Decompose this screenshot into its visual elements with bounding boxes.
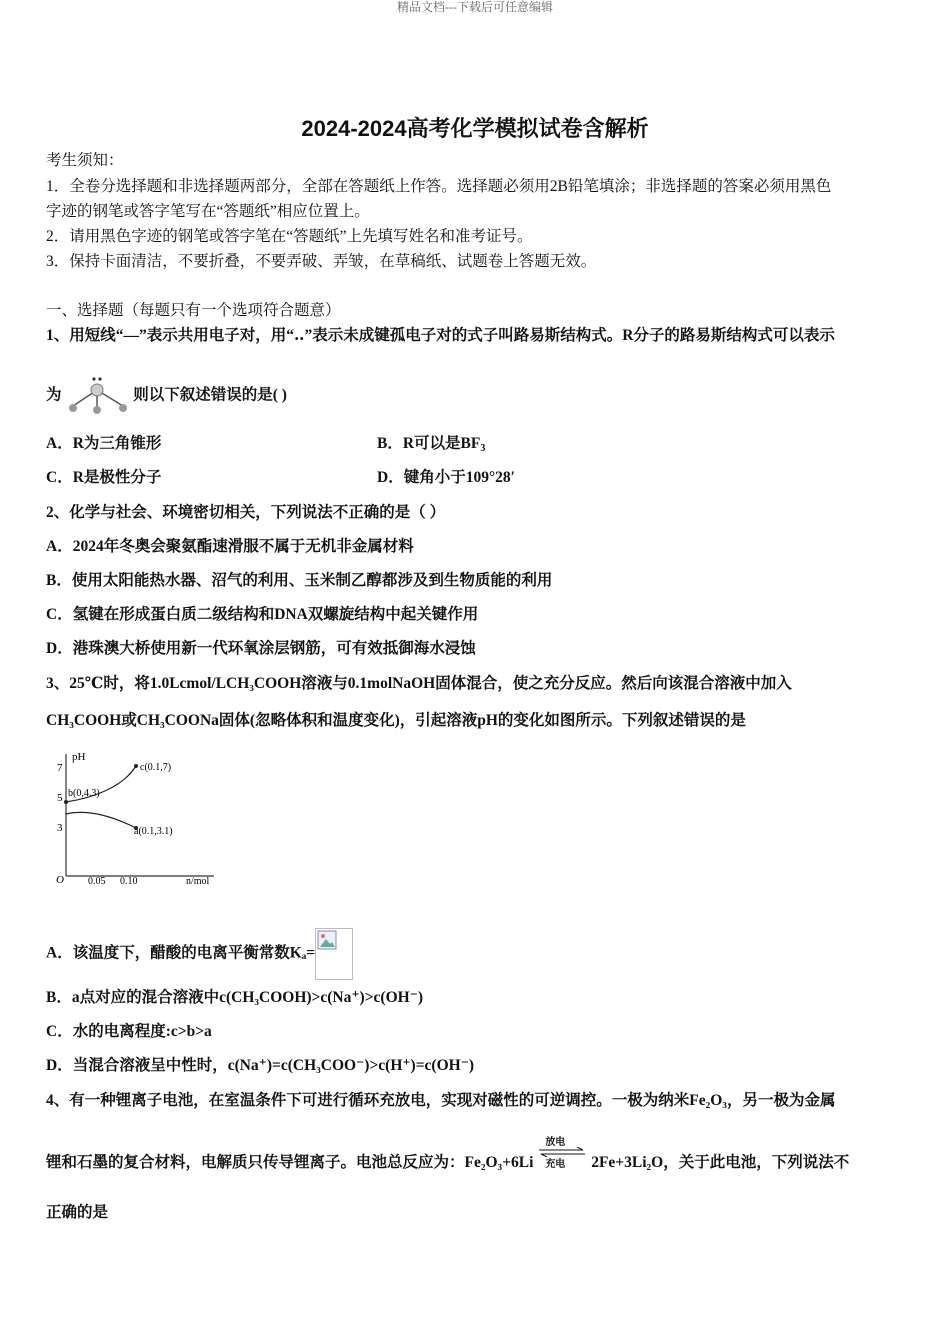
origin-label: O xyxy=(56,874,64,886)
section-heading: 一、选择题（每题只有一个选项符合题意） xyxy=(46,302,341,319)
q3-option-b: B．a点对应的混合溶液中c(CH₃COOH)>c(Na⁺)>c(OH⁻) xyxy=(46,989,424,1006)
y-axis-label: pH xyxy=(72,751,86,763)
q1-option-d: D．键角小于109°28′ xyxy=(377,469,516,486)
arrow-bottom-label: 充电 xyxy=(545,1159,566,1171)
notice-item-2: 2．请用黑色字迹的钢笔或答字笔在“答题纸”上先填写姓名和准考证号。 xyxy=(46,228,533,245)
q1-stem-prefix: 为 xyxy=(46,386,62,404)
q3-option-a xyxy=(46,928,353,980)
q1-stem: 1、用短线“—”表示共用电子对，用“‥”表示未成键孤电子对的式子叫路易斯结构式。R分子的路易斯结构式可以表示 xyxy=(46,327,835,344)
q1-stem-suffix: 则以下叙述错误的是( ) xyxy=(133,386,287,404)
q2-option-a: A．2024年冬奥会聚氨酯速滑服不属于无机非金属材料 xyxy=(46,538,414,555)
label-a: a(0.1,3.1) xyxy=(134,826,173,837)
q4-stem-line3: 正确的是 xyxy=(46,1204,109,1221)
y-tick-label: 5 xyxy=(57,792,63,804)
q1-option-b xyxy=(377,434,485,459)
q3-stem-line2: CH₃COOH或CH₃COONa固体(忽略体积和温度变化)，引起溶液pH的变化如图所示。下列叙述错误的是 xyxy=(46,712,746,729)
y-tick-label: 7 xyxy=(57,762,63,774)
q4-stem-line2-prefix: 锂和石墨的复合材料，电解质只传导锂离子。电池总反应为：Fe₂O₃+6Li xyxy=(46,1154,534,1171)
y-tick-label: 3 xyxy=(57,822,63,834)
q2-option-b: B．使用太阳能热水器、沼气的利用、玉米制乙醇都涉及到生物质能的利用 xyxy=(46,572,553,589)
ph-chart xyxy=(52,748,222,888)
q3-option-d: D．当混合溶液呈中性时，c(Na⁺)=c(CH₃COO⁻)>c(H⁺)=c(OH⁻) xyxy=(46,1057,475,1074)
point-b xyxy=(64,800,68,804)
q2-option-c: C．氢键在形成蛋白质二级结构和DNA双螺旋结构中起关键作用 xyxy=(46,606,479,623)
arrow-top-label: 放电 xyxy=(545,1137,566,1149)
point-c xyxy=(134,764,138,768)
series-a-line xyxy=(66,812,136,828)
watermark: 精品文档---下载后可任意编辑 xyxy=(397,0,553,14)
q2-stem: 2、化学与社会、环境密切相关，下列说法不正确的是（ ） xyxy=(46,504,446,521)
q4-stem-line2 xyxy=(46,1137,850,1173)
q3-stem: 3、25℃时，将1.0Lcmol/LCH₃COOH溶液与0.1molNaOH固体混合，使之充分反应。然后向该混合溶液中加入 xyxy=(46,675,792,692)
q1-option-c: C．R是极性分子 xyxy=(46,469,162,486)
x-axis-label: n/mol xyxy=(186,876,210,887)
notice-item-3: 3．保持卡面清洁，不要折叠，不要弄破、弄皱，在草稿纸、试题卷上答题无效。 xyxy=(46,253,597,270)
q4-stem: 4、有一种锂离子电池，在室温条件下可进行循环充放电，实现对磁性的可逆调控。一极为纳米Fe₂O₃，另一极为金属 xyxy=(46,1092,836,1109)
q1-option-a: A．R为三角锥形 xyxy=(46,435,162,452)
label-c: c(0.1,7) xyxy=(140,762,172,773)
x-tick-label: 0.05 xyxy=(88,876,106,887)
label-b: b(0,4.3) xyxy=(68,788,100,799)
q3-option-a-text: A．该温度下，醋酸的电离平衡常数Kₐ= xyxy=(46,944,316,962)
q1-stem-line2 xyxy=(46,374,287,418)
page-title: 2024-2024高考化学模拟试卷含解析 xyxy=(301,116,649,141)
notice-item-1: 1．全卷分选择题和非选择题两部分，全部在答题纸上作答。选择题必须用2B铅笔填涂；非选择题的答案必须用黑色 xyxy=(46,178,832,195)
q3-option-c: C．水的电离程度:c>b>a xyxy=(46,1023,212,1040)
x-tick-label: 0.10 xyxy=(120,876,138,887)
notice-heading: 考生须知： xyxy=(46,152,124,169)
reaction-arrow xyxy=(537,1137,587,1173)
q4-stem-line2-suffix: 2Fe+3Li₂O，关于此电池，下列说法不 xyxy=(591,1154,850,1171)
notice-item-1-cont: 字迹的钢笔或答字笔写在“答题纸”相应位置上。 xyxy=(46,203,370,220)
q2-option-d: D．港珠澳大桥使用新一代环氧涂层钢筋，可有效抵御海水浸蚀 xyxy=(46,640,476,657)
q1-option-b-text: B．R可以是BF xyxy=(377,435,481,452)
broken-image-icon xyxy=(315,928,353,980)
q1-option-b-sub: 3 xyxy=(480,443,486,454)
lewis-structure-image xyxy=(65,374,129,418)
